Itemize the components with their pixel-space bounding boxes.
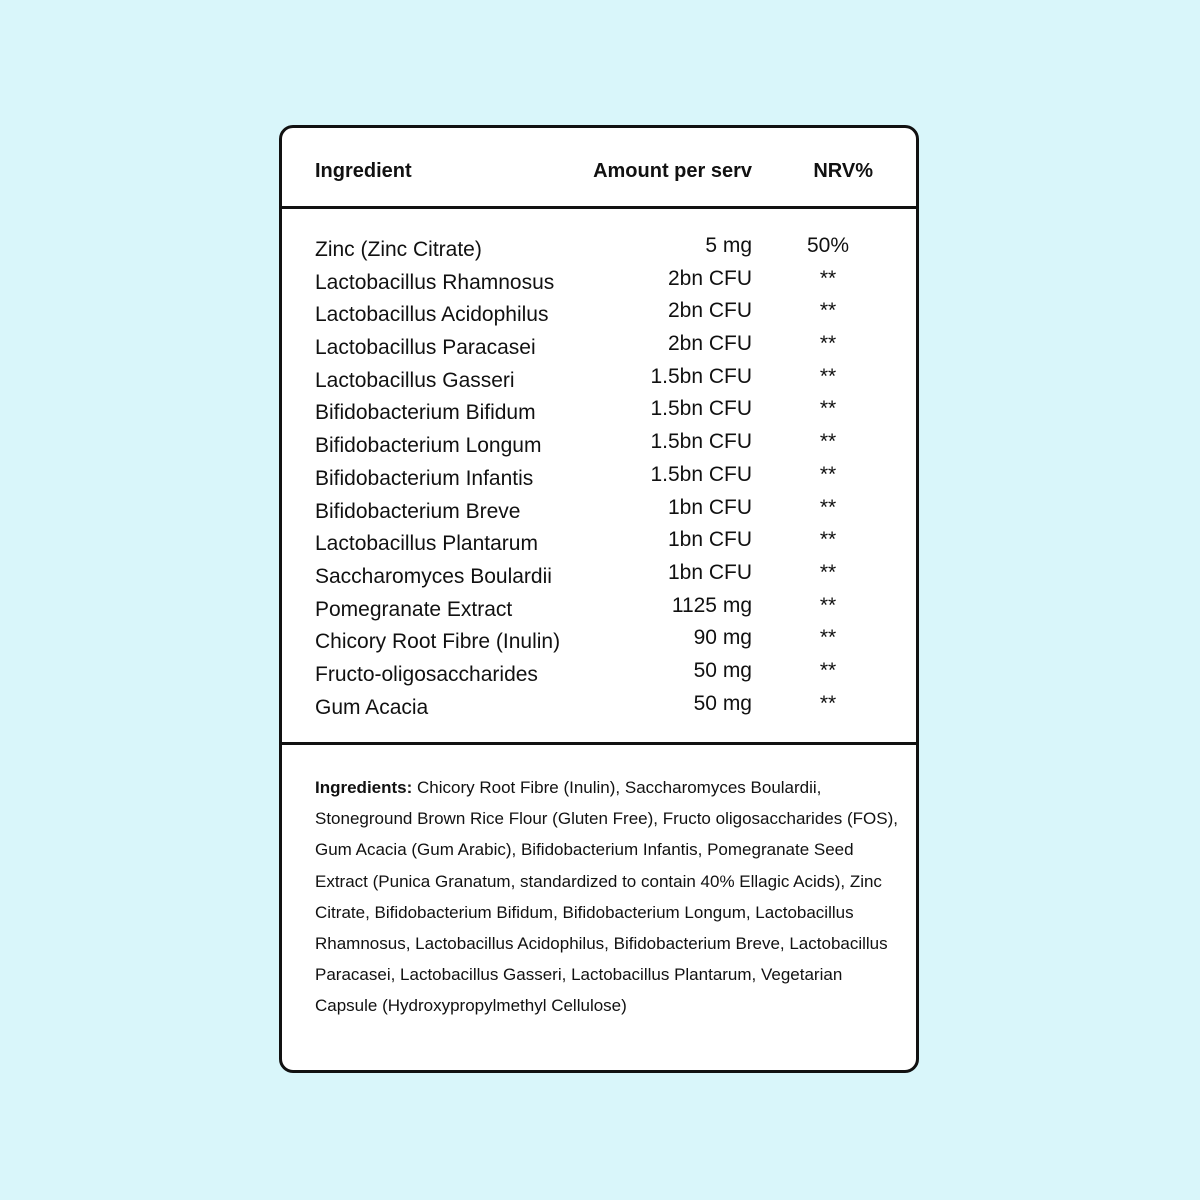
ingredient-amount: 1.5bn CFU <box>650 430 752 454</box>
ingredient-name: Lactobacillus Rhamnosus <box>315 270 555 294</box>
table-row <box>282 391 916 424</box>
ingredient-amount: 1125 mg <box>671 593 752 617</box>
ingredient-nrv: ** <box>819 364 837 388</box>
ingredient-name: Bifidobacterium Bifidum <box>315 401 536 425</box>
table-row <box>282 261 916 294</box>
ingredient-table-body <box>282 228 916 718</box>
ingredient-amount: 1bn CFU <box>667 528 752 552</box>
ingredient-nrv: ** <box>819 299 837 323</box>
ingredient-nrv: ** <box>819 560 837 584</box>
ingredients-text: Chicory Root Fibre (Inulin), Saccharomyces Boulardii, Stoneground Brown Rice Flour (Gluten Free), Fructo oligosaccharides (FOS), Gum Acacia (Gum Arabic), Bifidobacterium Infantis, Pomegranate Seed Extract (Punica Granatum, standardized to contain 40% Ellagic Acids), Zinc Citrate, Bifidobacterium Bifidum, Bifidobacterium Longum, Lactobacillus Rhamnosus, Lactobacillus Acidophilus, Bifidobacterium Breve, Lactobacillus Paracasei, Lactobacillus Gasseri, Lactobacillus Plantarum, Vegetarian Capsule (Hydroxypropylmethyl Cellulose) <box>315 778 898 1016</box>
ingredient-amount: 5 mg <box>705 234 752 257</box>
ingredient-name: Bifidobacterium Infantis <box>315 466 534 490</box>
table-header <box>282 128 916 209</box>
ingredient-nrv: ** <box>819 495 837 519</box>
table-row <box>282 326 916 359</box>
ingredient-nrv: ** <box>819 658 837 682</box>
table-row <box>282 228 916 261</box>
header-amount-per-serving: Amount per serv <box>593 160 752 182</box>
ingredient-nrv: 50% <box>806 234 850 257</box>
table-row <box>282 424 916 457</box>
ingredient-amount: 50 mg <box>693 658 752 682</box>
ingredient-nrv: ** <box>819 332 837 356</box>
table-row <box>282 555 916 588</box>
table-row <box>282 490 916 523</box>
table-row <box>282 588 916 621</box>
ingredient-amount: 1bn CFU <box>667 560 752 584</box>
ingredient-nrv: ** <box>819 691 837 715</box>
ingredient-nrv: ** <box>819 626 837 650</box>
ingredient-name: Bifidobacterium Longum <box>315 434 542 458</box>
ingredient-name: Lactobacillus Acidophilus <box>315 303 549 327</box>
ingredient-nrv: ** <box>819 266 837 290</box>
ingredient-name: Pomegranate Extract <box>315 597 513 621</box>
ingredient-amount: 2bn CFU <box>667 332 752 356</box>
header-ingredient: Ingredient <box>315 160 412 182</box>
table-row <box>282 653 916 686</box>
header-nrv: NRV% <box>813 160 873 182</box>
ingredient-name: Lactobacillus Gasseri <box>315 368 515 392</box>
ingredient-amount: 1.5bn CFU <box>650 397 752 421</box>
ingredients-list <box>315 772 900 1022</box>
ingredient-name: Saccharomyces Boulardii <box>315 564 552 588</box>
ingredient-nrv: ** <box>819 430 837 454</box>
ingredient-name: Lactobacillus Plantarum <box>315 532 538 556</box>
nutrition-panel <box>279 125 919 1073</box>
ingredient-amount: 2bn CFU <box>667 299 752 323</box>
ingredients-label: Ingredients: <box>315 778 413 797</box>
ingredient-amount: 1.5bn CFU <box>650 462 752 486</box>
ingredient-amount: 50 mg <box>693 691 752 715</box>
section-divider <box>282 742 916 745</box>
ingredient-amount: 1bn CFU <box>667 495 752 519</box>
ingredient-nrv: ** <box>819 528 837 552</box>
ingredient-amount: 1.5bn CFU <box>650 364 752 388</box>
table-row <box>282 620 916 653</box>
table-row <box>282 522 916 555</box>
ingredient-amount: 2bn CFU <box>667 266 752 290</box>
ingredient-name: Chicory Root Fibre (Inulin) <box>315 630 561 654</box>
table-row <box>282 686 916 719</box>
ingredient-name: Gum Acacia <box>315 695 429 719</box>
ingredient-name: Fructo-oligosaccharides <box>315 662 538 686</box>
ingredient-nrv: ** <box>819 462 837 486</box>
ingredient-name: Zinc (Zinc Citrate) <box>315 238 482 261</box>
table-row <box>282 359 916 392</box>
ingredient-nrv: ** <box>819 397 837 421</box>
ingredient-amount: 90 mg <box>693 626 752 650</box>
ingredient-name: Lactobacillus Paracasei <box>315 336 536 360</box>
ingredient-nrv: ** <box>819 593 837 617</box>
table-row <box>282 293 916 326</box>
ingredient-name: Bifidobacterium Breve <box>315 499 521 523</box>
table-row <box>282 457 916 490</box>
